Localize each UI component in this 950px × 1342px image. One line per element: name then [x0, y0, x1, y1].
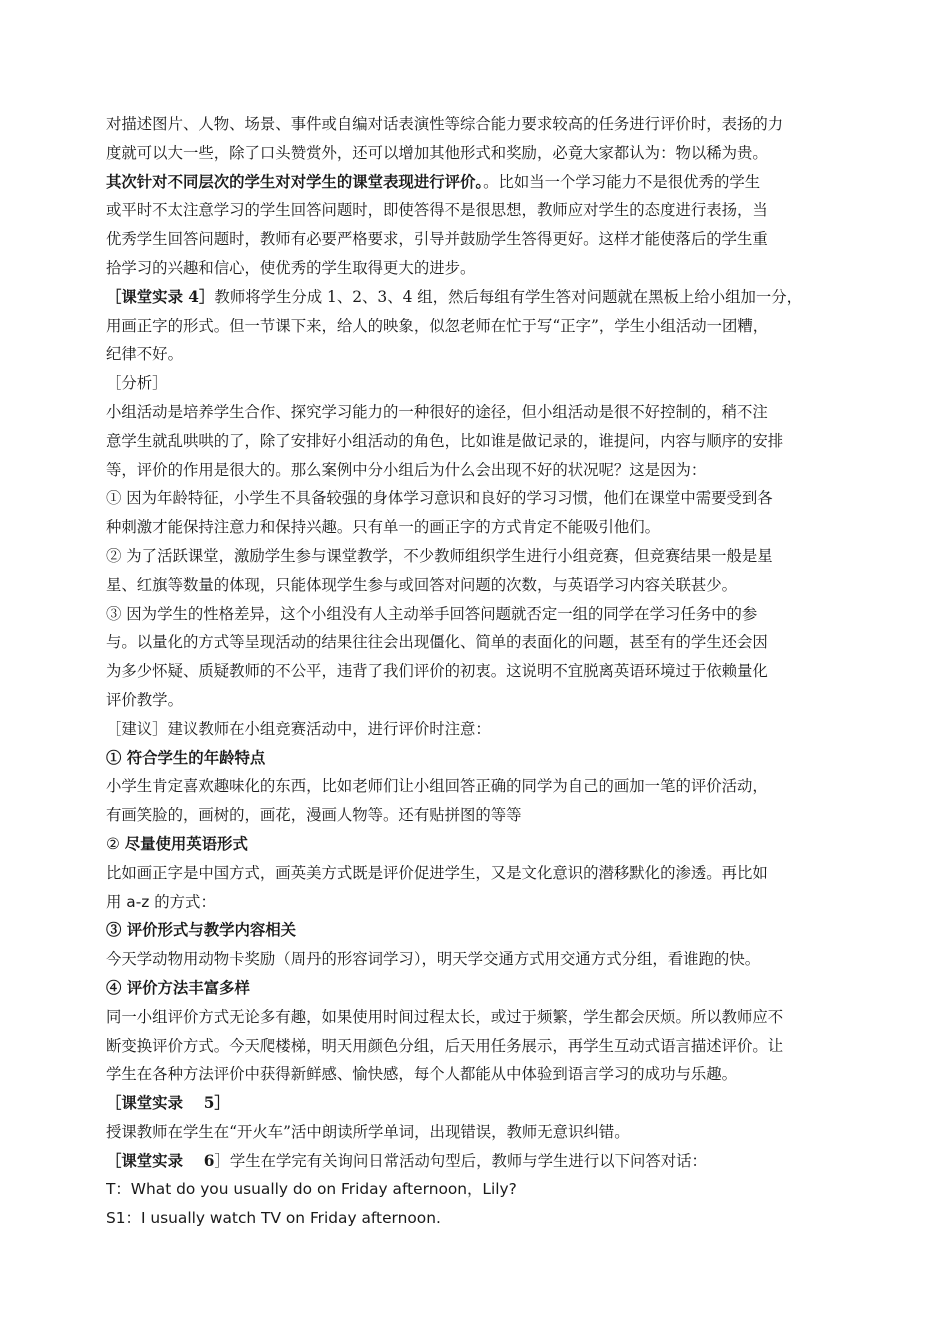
text-line: 用画正字的形式。但一节课下来，给人的映象，似忽老师在忙于写“正字”，学生小组活动一团糟，	[106, 316, 769, 335]
text-line: 比如画正字是中国方式，画英美方式既是评价促进学生，又是文化意识的潜移默化的渗透。再比如	[106, 863, 768, 882]
text-line: ［建议］建议教师在小组竞赛活动中，进行评价时注意：	[106, 719, 491, 738]
text-span: 用	[106, 892, 127, 911]
text-line	[106, 830, 848, 859]
text-line: 度就可以大一些，除了口头赞赏外，还可以增加其他形式和奖励，必竟大家都认为：物以稀为贵。	[106, 143, 768, 162]
text-line: 同一小组评价方式无论多有趣，如果使用时间过程太长，或过于频繁，学生都会厌烦。所以教师应不	[106, 1007, 784, 1026]
text-line: ［课堂实录 5］	[106, 1094, 230, 1113]
text-line: 学生在各种方法评价中获得新鲜感、愉快感，每个人都能从中体验到语言学习的成功与乐趣。	[106, 1065, 738, 1084]
text-line	[106, 283, 848, 312]
bold-text-span: ［课堂实录 6	[106, 1151, 215, 1170]
text-span: 。比如当一个学习能力不是很优秀的学生	[483, 172, 761, 191]
text-line: 拾学习的兴趣和信心，使优秀的学生取得更大的进步。	[106, 258, 476, 277]
text-line: 授课教师在学生在“开火车”活中朗读所学单词，出现错误，教师无意识纠错。	[106, 1122, 630, 1141]
text-line	[106, 168, 848, 197]
bold-text-span: 其次针对不同层次的学生对对学生的课堂表现进行评价。	[106, 172, 484, 191]
text-line: 或平时不太注意学习的学生回答问题时，即使答得不是很思想，教师应对学生的态度进行表扬，当	[106, 201, 768, 220]
text-span: 教师将学生分成 1、2、3、4 组，然后每组有学生答对问题就在黑板上给小组加一分，	[214, 287, 803, 306]
text-line: 小组活动是培养学生合作、探究学习能力的一种很好的途径，但小组活动是很不好控制的，稍不注	[106, 402, 768, 421]
text-line: ④ 评价方法丰富多样	[106, 978, 250, 997]
text-line: 小学生肯定喜欢趣味化的东西，比如老师们让小组回答正确的同学为自己的画加一笔的评价活动，	[106, 777, 768, 796]
text-line: 等，评价的作用是很大的。那么案例中分小组后为什么会出现不好的状况呢？这是因为：	[106, 460, 707, 479]
text-line: 优秀学生回答问题时，教师有必要严格要求，引导并鼓励学生答得更好。这样才能使落后的学生重	[106, 230, 768, 249]
text-span: ②	[106, 834, 125, 853]
text-line: 评价教学。	[106, 690, 183, 709]
text-line: 意学生就乱哄哄的了，除了安排好小组活动的角色，比如谁是做记录的，谁提问，内容与顺序的安排	[106, 431, 784, 450]
text-line: ③ 评价形式与教学内容相关	[106, 921, 297, 940]
text-line: 对描述图片、人物、场景、事件或自编对话表演性等综合能力要求较高的任务进行评价时，表扬的力	[106, 115, 784, 133]
text-line: ［分析］	[106, 374, 168, 393]
text-line: 星、红旗等数量的体现，只能体现学生参与或回答对问题的次数，与英语学习内容关联甚少。	[106, 575, 738, 594]
text-line: 种刺激才能保持注意力和保持兴趣。只有单一的画正字的方式肯定不能吸引他们。	[106, 518, 661, 537]
bold-text-span: ［课堂实录 4］	[106, 287, 215, 306]
text-span: ］学生在学完有关询问日常活动句型后，教师与学生进行以下问答对话：	[214, 1151, 707, 1170]
text-line: 为多少怀疑、质疑教师的不公平，违背了我们评价的初衷。这说明不宜脱离英语环境过于依赖量化	[106, 662, 768, 681]
text-span: 的方式：	[149, 892, 216, 911]
text-line: ① 因为年龄特征，小学生不具备较强的身体学习意识和良好的学习习惯，他们在课堂中需要受到各	[106, 489, 773, 508]
document-page	[106, 110, 848, 1233]
text-span: a-z	[126, 892, 150, 911]
text-line: ① 符合学生的年龄特点	[106, 748, 266, 767]
text-line	[106, 888, 848, 917]
text-line: S1：I usually watch TV on Friday afternoon.	[106, 1209, 441, 1228]
text-line	[106, 1147, 848, 1176]
text-line: 与。以量化的方式等呈现活动的结果往往会出现僵化、简单的表面化的问题，甚至有的学生还会因	[106, 633, 768, 652]
bold-text-span: 尽量使用英语形式	[124, 834, 248, 853]
text-line: ③ 因为学生的性格差异，这个小组没有人主动举手回答问题就否定一组的同学在学习任务中的参	[106, 604, 758, 623]
text-line: T：What do you usually do on Friday afternoon，Lily?	[106, 1180, 517, 1199]
text-line: ② 为了活跃课堂，激励学生参与课堂教学，不少教师组织学生进行小组竞赛，但竞赛结果一般是星	[106, 546, 773, 565]
text-line: 纪律不好。	[106, 345, 183, 364]
text-line: 断变换评价方式。今天爬楼梯，明天用颜色分组，后天用任务展示，再学生互动式语言描述评价。让	[106, 1036, 784, 1055]
text-line: 有画笑脸的，画树的，画花，漫画人物等。还有贴拼图的等等	[106, 806, 522, 825]
text-line: 今天学动物用动物卡奖励（周丹的形容词学习），明天学交通方式用交通方式分组，看谁跑的快。	[106, 950, 761, 969]
